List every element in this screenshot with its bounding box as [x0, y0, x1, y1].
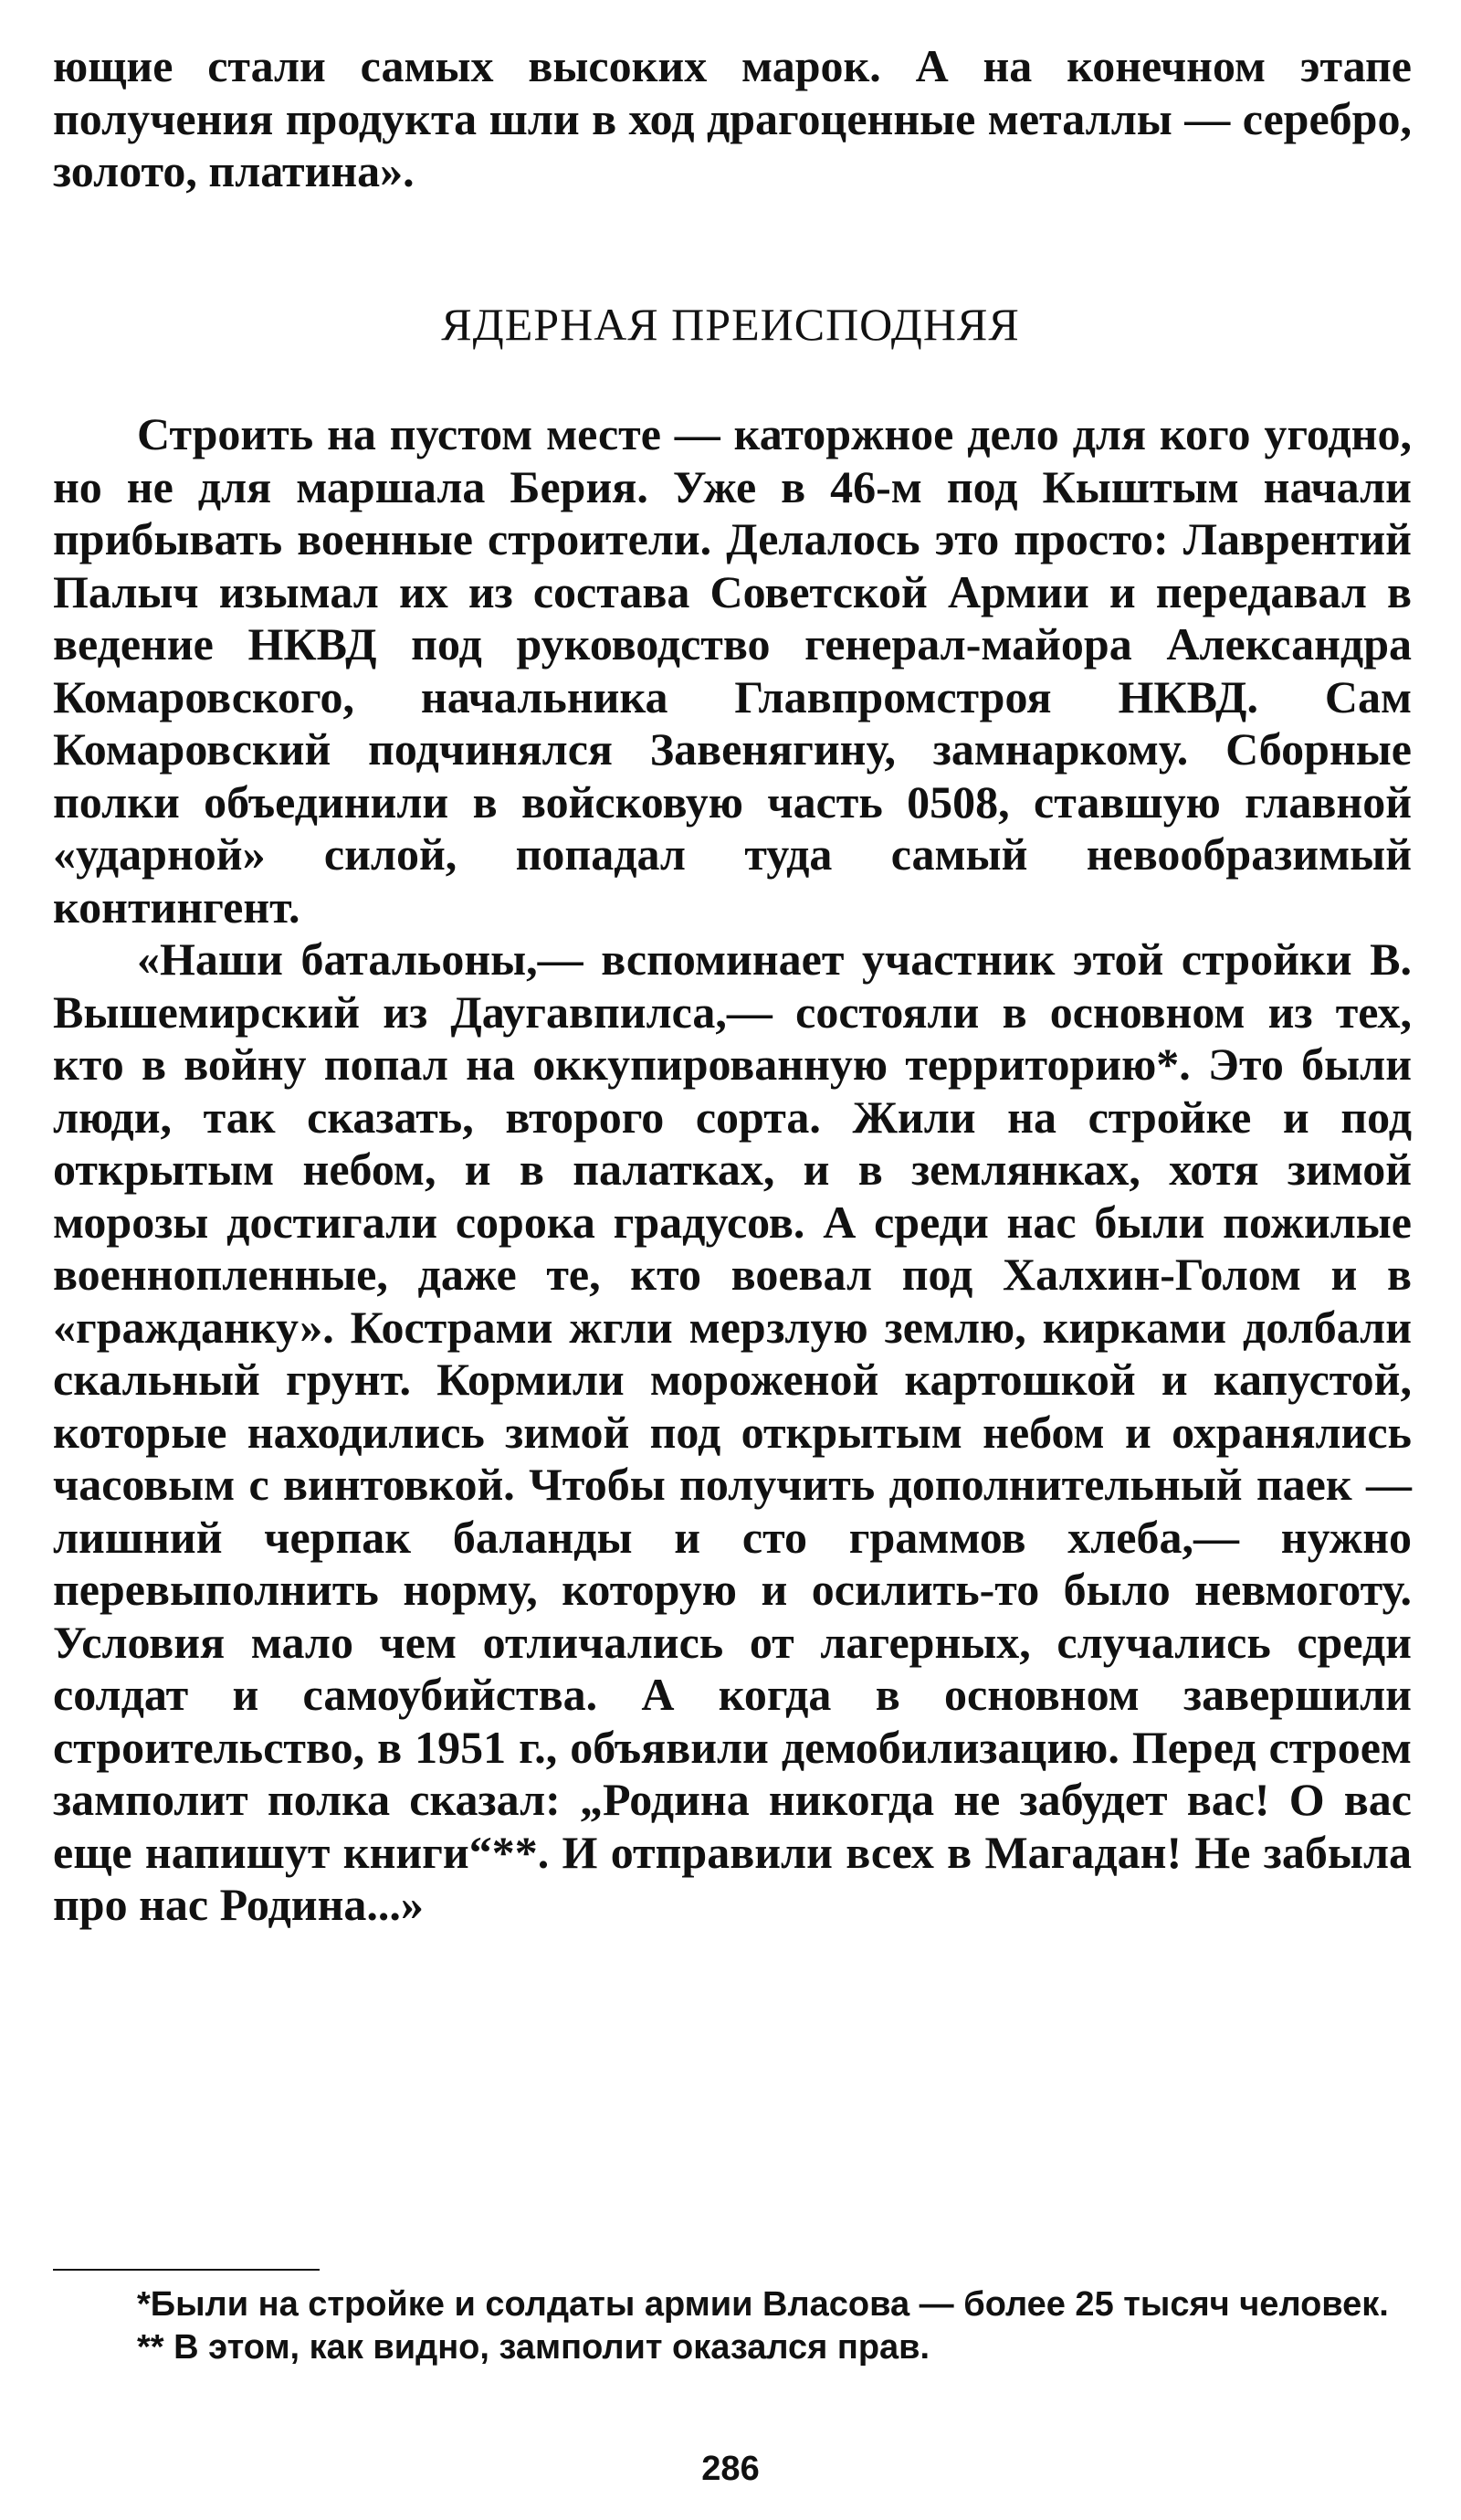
page-number: 286	[701, 2450, 760, 2488]
footnotes	[53, 2283, 1412, 2369]
footnote: *Были на стройке и солдаты армии Власова — более 25 тысяч человек.	[137, 2285, 1389, 2324]
paragraph: Строить на пустом месте — каторжное дело для кого угодно, но не для маршала Берия. Уже в 46-м под Кыштым начали прибывать военные строители. Делалось это просто: Лаврентий Палыч изымал их из состава Советской Армии и передавал в ведение НКВД под руководство генерал-майора Александра Комаровского, начальника Главпромстроя НКВД. Сам Комаровский подчинялся Завенягину, замнаркому. Сборные полки объединили в войсковую часть 0508, ставшую главной «ударной» силой, попадал туда самый невообразимый контингент.	[53, 408, 1412, 933]
intro-paragraph: ющие стали самых высоких марок. А на конечном этапе получения продукта шли в ход драгоценные металлы — серебро, золото, платина».	[53, 40, 1412, 196]
footnote-divider	[53, 2269, 320, 2271]
body-text	[53, 408, 1412, 1932]
intro-paragraph-block	[53, 40, 1412, 198]
paragraph: «Наши батальоны,— вспоминает участник этой стройки В. Вышемирский из Даугавпилса,— состояли в основном из тех, кто в войну попал на оккупированную территорию*. Это были люди, так сказать, второго сорта. Жили на стройке и под открытым небом, и в палатках, и в землянках, хотя зимой морозы достигали сорока градусов. А среди нас были пожилые военнопленные, даже те, кто воевал под Халхин-Голом и в «гражданку». Кострами жгли мерзлую землю, кирками долбали скальный грунт. Кормили мороженой картошкой и капустой, которые находились зимой под открытым небом и охранялись часовым с винтовкой. Чтобы получить дополнительный паек — лишний черпак баланды и сто граммов хлеба,— нужно перевыполнить норму, которую и осилить-то было невмоготу. Условия мало чем отличались от лагерных, случались среди солдат и самоубийства. А когда в основном завершили строительство, в 1951 г., объявили демобилизацию. Перед строем замполит полка сказал: „Родина никогда не забудет вас! О вас еще напишут книги“**. И отправили всех в Магадан! Не забыла про нас Родина...»	[53, 933, 1412, 1930]
section-heading: ЯДЕРНАЯ ПРЕИСПОДНЯЯ	[441, 299, 1020, 350]
footnote: ** В этом, как видно, замполит оказался прав.	[137, 2328, 930, 2367]
